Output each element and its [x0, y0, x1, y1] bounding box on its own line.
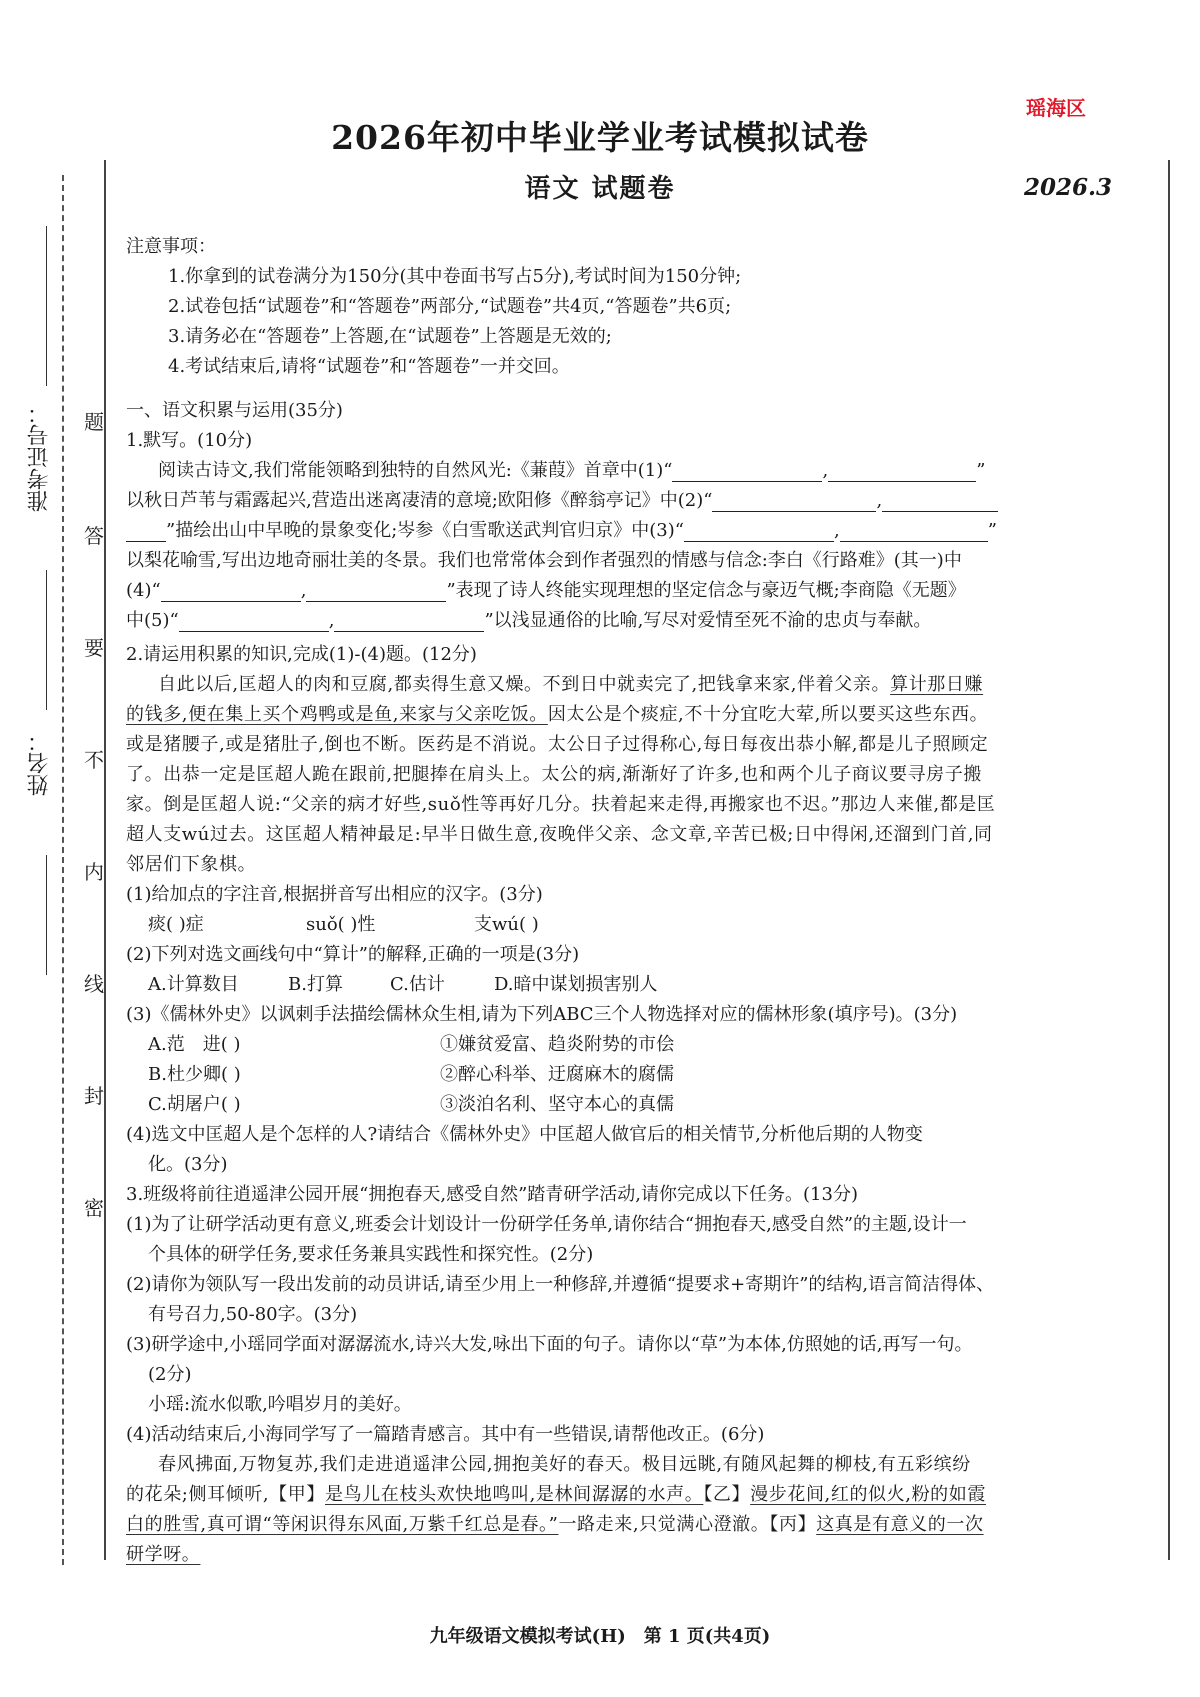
district-label: 瑶海区	[1026, 96, 1086, 120]
answer-blank[interactable]	[712, 491, 876, 512]
essay-text: 的花朵;侧耳倾听,【甲】	[126, 1484, 325, 1505]
id-number-blank-line	[46, 226, 47, 386]
margin-char: 内	[84, 860, 104, 884]
q2-sub2: (2)下列对选文画线句中“算计”的解释,正确的一项是(3分)	[126, 944, 580, 965]
q3-sub3: (3)研学途中,小瑶同学面对潺潺流水,诗兴大发,咏出下面的句子。请你以“草”为本体,仿照她的话,再写一句。	[126, 1334, 973, 1355]
exam-subtitle: 语文 试题卷	[524, 174, 676, 204]
underlined-sentence: 研学呀。	[126, 1544, 201, 1565]
notice-item: 4.考试结束后,请将“试题卷”和“答题卷”一并交回。	[168, 356, 570, 377]
id-number-label: 准考证号：	[27, 402, 52, 512]
q3-sub1: 个具体的研学任务,要求任务兼具实践性和探究性。(2分)	[148, 1244, 594, 1265]
essay-text: 一路走来,只觉满心澄澈。【丙】	[558, 1514, 817, 1535]
q1-text: ”	[987, 520, 997, 541]
name-label: 姓名：	[27, 730, 52, 796]
notice-heading: 注意事项：	[126, 236, 216, 257]
q3-sub3: (2分)	[148, 1364, 192, 1385]
q1-text: ,	[300, 580, 307, 601]
q3-sub3-example: 小瑶:流水似歌,吟唱岁月的美好。	[148, 1394, 412, 1415]
q3-sub2: (2)请你为领队写一段出发前的动员讲话,请至少用上一种修辞,并遵循“提要求+寄期许”的结构,语言简洁得体、	[126, 1274, 995, 1295]
choice-option[interactable]: B.打算	[288, 974, 343, 995]
passage-line: 邻居们下象棋。	[126, 854, 257, 875]
section-heading: 一、语文积累与运用(35分)	[126, 400, 343, 421]
answer-blank[interactable]	[179, 611, 329, 632]
margin-char: 封	[84, 1084, 104, 1108]
match-person[interactable]: C.胡屠户( )	[148, 1094, 241, 1115]
underlined-sentence: 白的胜雪,真可谓“等闲识得东风面,万紫千红总是春。”	[126, 1514, 559, 1535]
margin-char: 答	[84, 524, 104, 548]
margin-char: 要	[84, 636, 104, 660]
q1-text: ,	[876, 490, 883, 511]
q1-line	[126, 606, 1142, 636]
q1-text: ”以浅显通俗的比喻,写尽对爱情至死不渝的忠贞与奉献。	[484, 610, 932, 631]
essay-text: 【乙】	[703, 1484, 751, 1505]
margin-char: 密	[84, 1196, 104, 1220]
q2-title: 2.请运用积累的知识,完成(1)-(4)题。(12分)	[126, 644, 477, 665]
answer-blank[interactable]	[306, 581, 446, 602]
choice-option[interactable]: D.暗中谋划损害别人	[494, 974, 658, 995]
q1-text: ,	[833, 520, 840, 541]
q1-line: 以梨花喻雪,写出边地奇丽壮美的冬景。我们也常常体会到作者强烈的情感与信念:李白《行路难》(其一)中	[126, 550, 962, 571]
q1-line	[126, 456, 1142, 486]
q1-line	[126, 486, 1142, 516]
underlined-sentence: 这真是有意义的一次	[816, 1514, 984, 1535]
answer-blank[interactable]	[334, 611, 484, 632]
name-blank-line	[46, 570, 47, 710]
q1-text: ,	[328, 610, 335, 631]
essay-line	[126, 1540, 1142, 1570]
match-row	[126, 1090, 1142, 1120]
match-image: ③淡泊名利、坚守本心的真儒	[440, 1094, 674, 1115]
char-blank[interactable]: 支wú( )	[474, 914, 539, 935]
passage-line: 了。出恭一定是匡超人跪在跟前,把腿捧在肩头上。太公的病,渐渐好了许多,也和两个儿子商议要寻房子搬	[126, 764, 982, 785]
essay-line	[126, 1480, 1142, 1510]
underlined-sentence: 算计那日赚	[890, 674, 984, 695]
page-footer: 九年级语文模拟考试(H) 第 1 页(共4页)	[429, 1626, 771, 1647]
q3-title: 3.班级将前往逍遥津公园开展“拥抱春天,感受自然”踏青研学活动,请你完成以下任务。(13分)	[126, 1184, 858, 1205]
essay-line	[126, 1510, 1142, 1540]
q1-text: (4)“	[126, 580, 161, 601]
margin-char: 不	[84, 748, 104, 772]
answer-blank[interactable]	[684, 521, 834, 542]
q1-text: ”描绘出山中早晚的景象变化;岑参《白雪歌送武判官归京》中(3)“	[166, 520, 684, 541]
q2-sub4: (4)选文中匡超人是个怎样的人?请结合《儒林外史》中匡超人做官后的相关情节,分析他后期的人物变	[126, 1124, 923, 1145]
answer-blank[interactable]	[161, 581, 301, 602]
q1-text: 阅读古诗文,我们常能领略到独特的自然风光:《蒹葭》首章中(1)“	[158, 460, 673, 481]
q2-sub2-options	[126, 970, 1142, 1000]
char-blank[interactable]: suǒ( )性	[306, 914, 376, 935]
q2-sub3: (3)《儒林外史》以讽刺手法描绘儒林众生相,请为下列ABC三个人物选择对应的儒林形象(填序号)。(3分)	[126, 1004, 958, 1025]
notice-item: 2.试卷包括“试题卷”和“答题卷”两部分,“试题卷”共4页,“答题卷”共6页;	[168, 296, 732, 317]
underlined-sentence: 漫步花间,红的似火,粉的如霞	[750, 1484, 986, 1505]
passage-line: 超人支wú过去。这匡超人精神最足:早半日做生意,夜晚伴父亲、念文章,辛苦已极;日中得闲,还溜到门首,同	[126, 824, 993, 845]
exam-content	[126, 232, 1142, 1570]
choice-option[interactable]: C.估计	[390, 974, 445, 995]
essay-line: 春风拂面,万物复苏,我们走进逍遥津公园,拥抱美好的春天。极目远眺,有随风起舞的柳枝,有五彩缤纷	[158, 1454, 971, 1475]
passage-text: 自此以后,匡超人的肉和豆腐,都卖得生意又燥。不到日中就卖完了,把钱拿来家,伴着父亲。	[158, 674, 891, 695]
passage-line: 或是猪腰子,或是猪肚子,倒也不断。医药是不消说。太公日子过得称心,每日每夜出恭小解,都是儿子照顾定	[126, 734, 989, 755]
passage-line	[126, 700, 1142, 730]
underlined-sentence: 的钱多,便在集上买个鸡鸭或是鱼,来家与父亲吃饭。	[126, 704, 548, 725]
answer-blank[interactable]	[828, 461, 976, 482]
q3-sub1: (1)为了让研学活动更有意义,班委会计划设计一份研学任务单,请你结合“拥抱春天,感受自然”的主题,设计一	[126, 1214, 967, 1235]
class-blank-line	[46, 855, 47, 975]
choice-option[interactable]: A.计算数目	[148, 974, 239, 995]
answer-blank[interactable]	[840, 521, 988, 542]
q2-sub4: 化。(3分)	[148, 1154, 228, 1175]
match-person[interactable]: A.范 进( )	[148, 1034, 241, 1055]
notice-item: 1.你拿到的试卷满分为150分(其中卷面书写占5分),考试时间为150分钟;	[168, 266, 742, 287]
q1-text: ”表现了诗人终能实现理想的坚定信念与豪迈气概;李商隐《无题》	[446, 580, 966, 601]
q1-text: 以秋日芦苇与霜露起兴,营造出迷离凄清的意境;欧阳修《醉翁亭记》中(2)“	[126, 490, 713, 511]
q1-text: 中(5)“	[126, 610, 179, 631]
notice-item: 3.请务必在“答题卷”上答题,在“试题卷”上答题是无效的;	[168, 326, 612, 347]
q1-line	[126, 516, 1142, 546]
match-row	[126, 1030, 1142, 1060]
q1-line	[126, 576, 1142, 606]
passage-line	[126, 670, 1142, 700]
passage-line: 家。倒是匡超人说:“父亲的病才好些,suǒ性等再好几分。扶着起来走得,再搬家也不迟。”那边人来催,都是匡	[126, 794, 996, 815]
answer-blank[interactable]	[882, 491, 998, 512]
answer-blank[interactable]	[672, 461, 822, 482]
match-person[interactable]: B.杜少卿( )	[148, 1064, 241, 1085]
q3-sub4: (4)活动结束后,小海同学写了一篇踏青感言。其中有一些错误,请帮他改正。(6分)	[126, 1424, 765, 1445]
q2-sub1-answers	[126, 910, 1142, 940]
q2-sub1: (1)给加点的字注音,根据拼音写出相应的汉字。(3分)	[126, 884, 543, 905]
pinyin-blank[interactable]: 痰( )症	[148, 914, 204, 935]
match-image: ②醉心科举、迂腐麻木的腐儒	[440, 1064, 674, 1085]
margin-char: 线	[84, 972, 104, 996]
match-row	[126, 1060, 1142, 1090]
exam-title: 2026年初中毕业学业考试模拟试卷	[331, 118, 869, 157]
answer-blank[interactable]	[126, 521, 166, 542]
exam-date: 2026.3	[1024, 174, 1113, 201]
underlined-sentence: 是鸟儿在枝头欢快地鸣叫,是林间潺潺的水声。	[325, 1484, 704, 1505]
q1-text: ,	[822, 460, 829, 481]
q1-text: ”	[976, 460, 986, 481]
q1-title: 1.默写。(10分)	[126, 430, 253, 451]
binding-dashed-line	[62, 175, 64, 1565]
match-image: ①嫌贫爱富、趋炎附势的市侩	[440, 1034, 674, 1055]
q3-sub2: 有号召力,50-80字。(3分)	[148, 1304, 358, 1325]
margin-char: 题	[84, 410, 104, 434]
page-border-right	[1168, 160, 1170, 1560]
passage-text: 因太公是个痰症,不十分宜吃大荤,所以要买这些东西。	[547, 704, 989, 725]
